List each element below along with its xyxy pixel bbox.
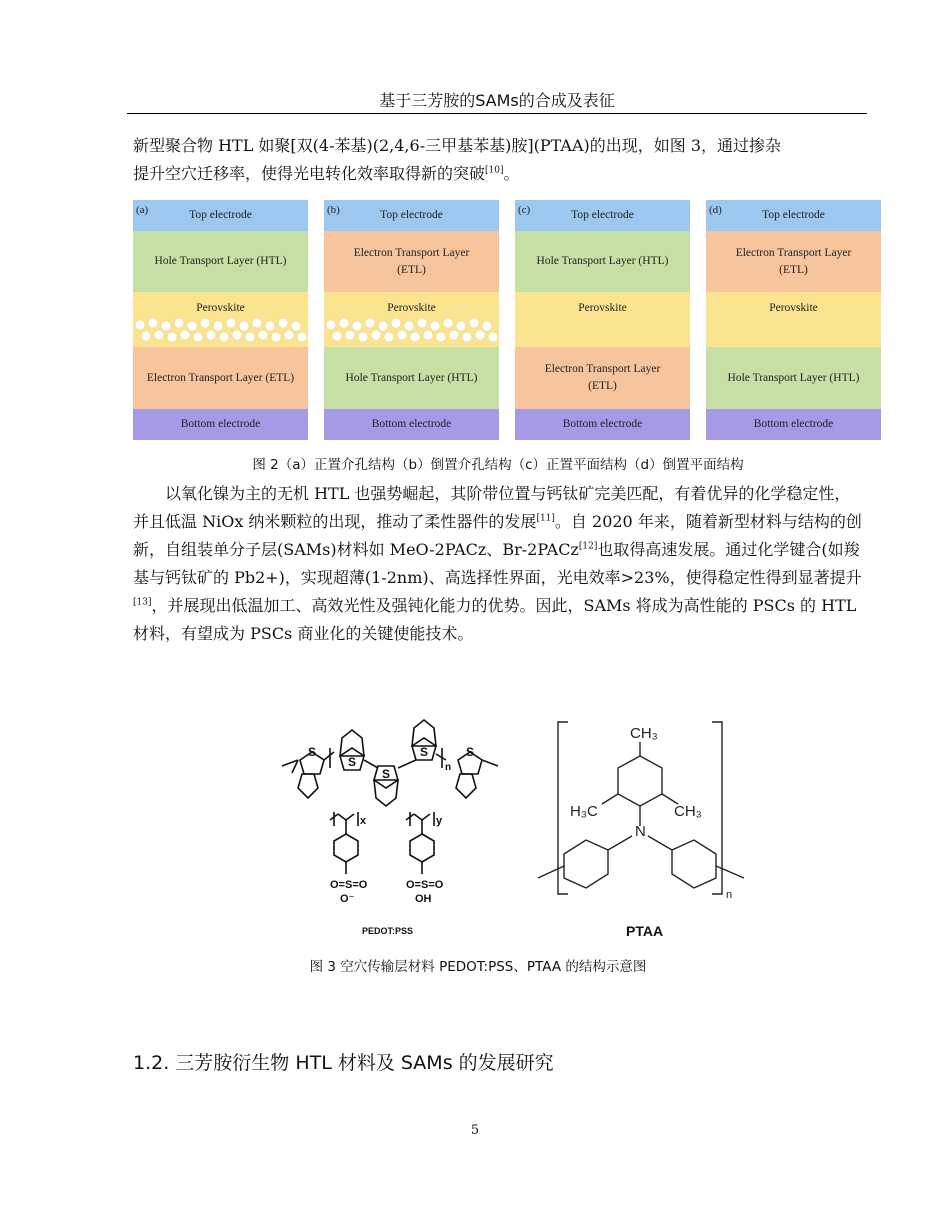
etl-layer bbox=[324, 231, 499, 292]
layer-label: Bottom electrode bbox=[371, 418, 452, 430]
atom-n: N bbox=[635, 823, 646, 840]
layer-label: Perovskite bbox=[196, 302, 245, 314]
sulfonate: O=S=O bbox=[406, 879, 444, 891]
bottom-electrode-layer bbox=[133, 409, 308, 440]
oxide-anion: O⁻ bbox=[340, 893, 355, 905]
panel-tag: (b) bbox=[327, 204, 340, 216]
layer-label: Bottom electrode bbox=[562, 418, 643, 430]
layer-label: Top electrode bbox=[571, 209, 634, 221]
methyl: H₃C bbox=[570, 803, 598, 820]
layer-label: Top electrode bbox=[189, 209, 252, 221]
layer-label: Perovskite bbox=[578, 302, 627, 314]
top-electrode-layer bbox=[324, 200, 499, 231]
para2-text: ，并展现出低温加工、高效光性及强钝化能力的优势。因此，SAMs 将成为高性能的 PSCs 的 HTL 材料，有望成为 PSCs 商业化的关键使能技术。 bbox=[133, 596, 857, 643]
ptaa-label: PTAA bbox=[626, 923, 664, 939]
ptaa-structure bbox=[538, 722, 744, 894]
htl-layer bbox=[515, 231, 690, 292]
layer-label: Perovskite bbox=[769, 302, 818, 314]
running-header: 基于三芳胺的SAMs的合成及表征 bbox=[379, 91, 615, 110]
atom-s: S bbox=[308, 745, 317, 759]
paragraph-2 bbox=[133, 480, 863, 648]
panel-a bbox=[133, 200, 308, 440]
top-electrode-layer bbox=[706, 200, 881, 231]
top-electrode-layer bbox=[133, 200, 308, 231]
atom-s: S bbox=[466, 745, 475, 759]
layer-label: Hole Transport Layer (HTL) bbox=[345, 371, 478, 384]
para1-line2-text: 提升空穴迁移率，使得光电转化效率取得新的突破 bbox=[133, 164, 486, 183]
layer-label: Hole Transport Layer (HTL) bbox=[536, 255, 669, 267]
header-rule bbox=[127, 113, 867, 114]
layer-label: Electron Transport Layer (ETL) bbox=[544, 363, 661, 392]
methyl: CH₃ bbox=[674, 803, 702, 820]
para2-body bbox=[133, 480, 863, 648]
etl-layer bbox=[706, 231, 881, 292]
top-electrode-layer bbox=[515, 200, 690, 231]
bottom-electrode-layer bbox=[706, 409, 881, 440]
subscript-n: n bbox=[726, 889, 733, 901]
layer-label: Bottom electrode bbox=[753, 418, 834, 430]
htl-layer bbox=[133, 231, 308, 292]
layer-label: Bottom electrode bbox=[180, 418, 261, 430]
figure-3-structures bbox=[270, 708, 770, 948]
paragraph-1 bbox=[133, 132, 863, 188]
citation: [12] bbox=[578, 541, 598, 552]
htl-layer bbox=[706, 347, 881, 409]
panel-b bbox=[324, 200, 499, 440]
pedot-atoms bbox=[308, 745, 474, 905]
panel-tag: (c) bbox=[518, 204, 531, 216]
bottom-electrode-layer bbox=[515, 409, 690, 440]
sulfonate: O=S=O bbox=[330, 879, 368, 891]
layer-label: Hole Transport Layer (HTL) bbox=[727, 371, 860, 384]
pedot-pss-structure bbox=[282, 720, 498, 874]
subscript-y: y bbox=[436, 815, 443, 827]
figure-3-caption: 图 3 空穴传输层材料 PEDOT:PSS、PTAA 的结构示意图 bbox=[309, 959, 647, 975]
atom-s: S bbox=[348, 755, 357, 769]
citation: [10] bbox=[485, 165, 504, 176]
layer-label: Electron Transport Layer (ETL) bbox=[353, 246, 470, 276]
para2-text: 也取得高速发展。通过化学键合(如羧基与钙钛矿的 Pb2+)，实现超薄(1-2nm)、高选择性界面，光电效率>23%，使得稳定性得到显著提升 bbox=[133, 540, 862, 587]
hydroxyl: OH bbox=[415, 893, 432, 905]
atom-s: S bbox=[382, 767, 391, 781]
figure-2-device-structures bbox=[133, 200, 883, 440]
layer-label: Hole Transport Layer (HTL) bbox=[154, 255, 287, 267]
para1-line2 bbox=[133, 160, 863, 188]
panel-d bbox=[706, 200, 881, 440]
etl-layer bbox=[515, 347, 690, 409]
panel-tag: (a) bbox=[136, 204, 149, 216]
para1-line1: 新型聚合物 HTL 如聚[双(4-苯基)(2,4,6-三甲基苯基)胺](PTAA)的出现，如图 3，通过掺杂 bbox=[133, 136, 782, 155]
perovskite-layer bbox=[515, 292, 690, 347]
page-number: 5 bbox=[470, 1123, 480, 1138]
atom-s: S bbox=[420, 745, 429, 759]
pedot-label: PEDOT:PSS bbox=[362, 926, 414, 936]
section-heading: 1.2. 三芳胺衍生物 HTL 材料及 SAMs 的发展研究 bbox=[133, 1052, 554, 1074]
subscript-n: n bbox=[445, 762, 452, 773]
mesoporous-particles bbox=[324, 318, 499, 344]
layer-label: Electron Transport Layer (ETL) bbox=[735, 246, 852, 276]
para1-end: 。 bbox=[503, 164, 520, 183]
para2-text: 以氧化镍为主的无机 HTL 也强势崛起，其阶带位置与钙钛矿完美匹配，有着优异的化学稳定性，并且低温 NiOx 纳米颗粒的出现，推动了柔性器件的发展 bbox=[133, 484, 851, 531]
panel-c bbox=[515, 200, 690, 440]
layer-label: Electron Transport Layer (ETL) bbox=[146, 371, 295, 384]
layer-label: Top electrode bbox=[762, 209, 825, 221]
layer-label: Top electrode bbox=[380, 209, 443, 221]
panel-tag: (d) bbox=[709, 204, 722, 216]
citation: [13] bbox=[133, 597, 152, 608]
layer-label: Perovskite bbox=[387, 302, 436, 314]
para2-text: 。自 2020 年来，随着新型材料与结构的创新，自组装单分子层(SAMs)材料如 MeO-2PACz、Br-2PACz bbox=[133, 512, 862, 559]
htl-layer bbox=[324, 347, 499, 409]
etl-layer bbox=[133, 347, 308, 409]
methyl: CH₃ bbox=[630, 725, 658, 742]
figure-2-caption: 图 2（a）正置介孔结构（b）倒置介孔结构（c）正置平面结构（d）倒置平面结构 bbox=[252, 457, 744, 473]
perovskite-layer bbox=[706, 292, 881, 347]
subscript-x: x bbox=[360, 815, 367, 827]
bottom-electrode-layer bbox=[324, 409, 499, 440]
mesoporous-particles bbox=[133, 318, 308, 344]
ptaa-atoms bbox=[570, 725, 732, 901]
citation: [11] bbox=[536, 513, 555, 524]
